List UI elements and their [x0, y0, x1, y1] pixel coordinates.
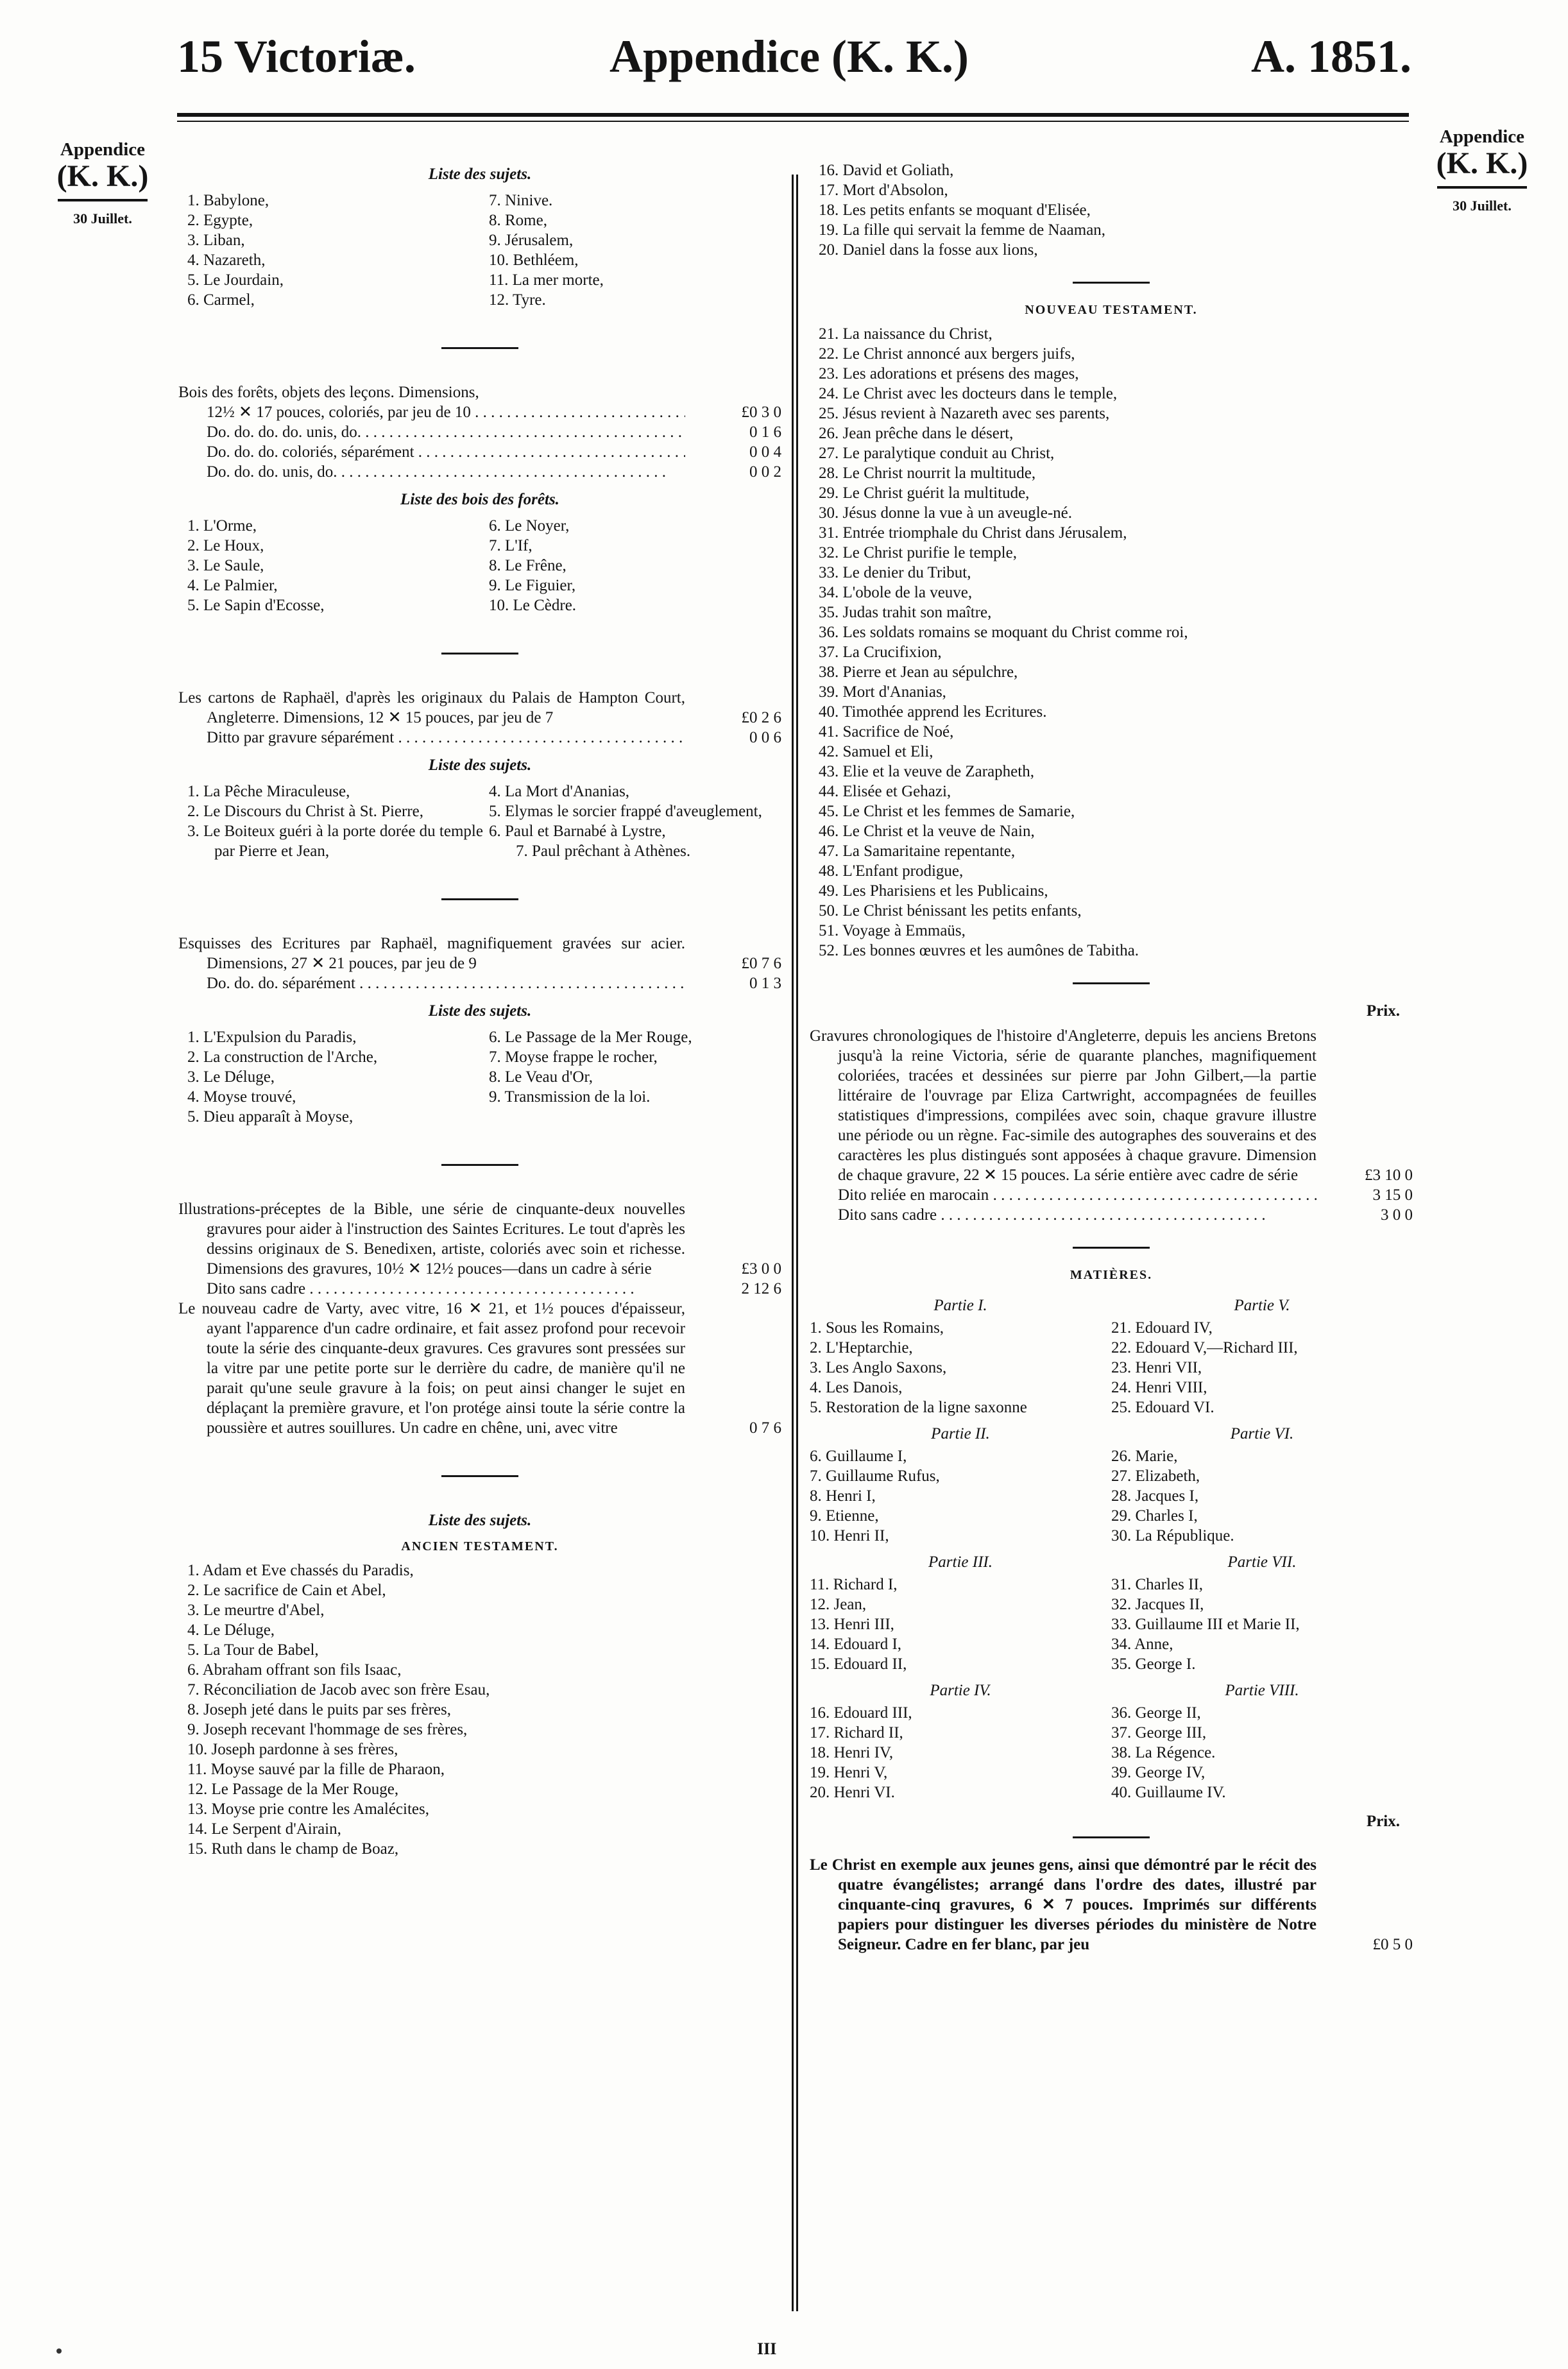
sujets-list	[187, 191, 781, 310]
cartons-list	[187, 782, 781, 861]
esquisses-entry	[178, 934, 781, 973]
cartons-text: Les cartons de Raphaël, d'après les originaux du Palais de Hampton Court, Angleterre. Dimensions, 12 ✕ 15 pouces, par jeu de 7	[178, 689, 685, 726]
list-item: 11. Moyse sauvé par la fille de Pharaon,	[187, 1761, 445, 1778]
list-item: 8. Le Frêne,	[489, 557, 567, 574]
list-item: 22. Le Christ annoncé aux bergers juifs,	[819, 345, 1075, 363]
list-item: 36. Les soldats romains se moquant du Christ comme roi,	[819, 624, 1188, 641]
gravures-ditto-row	[810, 1205, 1413, 1225]
section-divider	[1073, 282, 1150, 284]
price-value: 0 0 4	[749, 443, 781, 461]
list-item: 6. Paul et Barnabé à Lystre, 7. Paul prêchant à Athènes.	[489, 823, 691, 860]
list-item: 2. L'Heptarchie,	[810, 1339, 913, 1356]
list-item: 42. Samuel et Eli,	[819, 743, 933, 760]
list-item: 3. Liban,	[187, 232, 245, 249]
list-item: 19. Henri V,	[810, 1764, 888, 1781]
list-item: 9. Joseph recevant l'hommage de ses frères,	[187, 1721, 468, 1738]
list-item: 23. Les adorations et présens des mages,	[819, 365, 1079, 382]
prix-label: Prix.	[1366, 1002, 1400, 1020]
esquisses-list	[187, 1027, 781, 1127]
list-item: 46. Le Christ et la veuve de Nain,	[819, 823, 1035, 840]
list-item: 2. Egypte,	[187, 212, 253, 229]
matieres-column	[1111, 1674, 1413, 1802]
cartons-price: £0 2 6	[741, 709, 781, 726]
list-item: 3. Les Anglo Saxons,	[810, 1359, 947, 1376]
part-title: Partie III.	[928, 1553, 993, 1571]
list-item: 50. Le Christ bénissant les petits enfants,	[819, 902, 1082, 919]
list-item: 2. Le Discours du Christ à St. Pierre,	[187, 803, 424, 820]
section-divider	[441, 1475, 518, 1477]
list-item: 2. Le sacrifice de Cain et Abel,	[187, 1582, 386, 1599]
list-item: 13. Moyse prie contre les Amalécites,	[187, 1800, 429, 1818]
list-item: 22. Edouard V,—Richard III,	[1111, 1339, 1298, 1356]
list-item: 9. Le Figuier,	[489, 577, 576, 594]
left-column	[178, 160, 781, 1859]
section-divider	[1073, 1836, 1150, 1838]
list-item: 3. Le Boiteux guéri à la porte dorée du temple par Pierre et Jean,	[187, 823, 483, 860]
gravures-ditto-price: 3 0 0	[1381, 1206, 1413, 1224]
cartons-entry	[178, 688, 781, 728]
cartons-ditto-row	[178, 728, 781, 748]
list-item: 8. Joseph jeté dans le puits par ses frères,	[187, 1701, 451, 1718]
list-item: 8. Henri I,	[810, 1487, 876, 1505]
list-title: Liste des sujets.	[428, 757, 532, 774]
section-divider	[1073, 982, 1150, 984]
bois-price-rows	[178, 402, 781, 482]
list-item: 21. Edouard IV,	[1111, 1319, 1213, 1337]
list-item: 16. David et Goliath,	[819, 162, 954, 179]
christ-text: Le Christ en exemple aux jeunes gens, ainsi que démontré par le récit des quatre évangélistes; arrangé dans l'ordre des dates, illustré par cinquante-cinq gravures, 6 ✕ 7 pouces. Imprimés sur différents papiers pour distinguer les diverses périodes du ministère de Notre Seigneur. Cadre en fer blanc, par jeu	[810, 1856, 1317, 1953]
price-label: Do. do. do. unis, do. . . .	[207, 462, 685, 482]
speck	[56, 2348, 62, 2354]
matieres-column	[810, 1546, 1111, 1674]
header-rule-thick	[177, 113, 1409, 117]
list-item: 8. Le Veau d'Or,	[489, 1068, 593, 1086]
list-title: Liste des sujets.	[428, 166, 532, 183]
list-title: Liste des bois des forêts.	[400, 491, 559, 508]
section-divider	[441, 898, 518, 900]
list-item: 38. La Régence.	[1111, 1744, 1216, 1761]
list-item: 27. Elizabeth,	[1111, 1467, 1200, 1485]
gravures-ditto: Dito sans cadre . . .	[838, 1205, 1317, 1225]
matieres-column	[810, 1674, 1111, 1802]
list-item: 4. Nazareth,	[187, 252, 266, 269]
section-title: MATIÈRES.	[1069, 1268, 1153, 1282]
list-item: 25. Edouard VI.	[1111, 1399, 1214, 1416]
list-item: 40. Timothée apprend les Ecritures.	[819, 703, 1047, 721]
list-item: 44. Elisée et Gehazi,	[819, 783, 951, 800]
list-item: 39. George IV,	[1111, 1764, 1206, 1781]
list-item: 21. La naissance du Christ,	[819, 325, 993, 343]
christ-entry	[810, 1855, 1413, 1954]
list-item: 45. Le Christ et les femmes de Samarie,	[819, 803, 1075, 820]
header-center: Appendice (K. K.)	[609, 31, 969, 82]
list-item: 37. La Crucifixion,	[819, 644, 942, 661]
list-item: 14. Edouard I,	[810, 1636, 902, 1653]
matieres-column	[1111, 1289, 1413, 1417]
part-title: Partie VIII.	[1225, 1682, 1299, 1699]
section-divider	[441, 347, 518, 349]
list-item: 32. Jacques II,	[1111, 1596, 1204, 1613]
list-item: 33. Le denier du Tribut,	[819, 564, 971, 581]
list-item: 2. Le Houx,	[187, 537, 264, 554]
list-item: 11. Richard I,	[810, 1576, 898, 1593]
list-item: 29. Charles I,	[1111, 1507, 1198, 1525]
list-item: 29. Le Christ guérit la multitude,	[819, 484, 1030, 502]
price-row	[178, 402, 781, 422]
list-item: 35. Judas trahit son maître,	[819, 604, 992, 621]
list-item: 17. Richard II,	[810, 1724, 903, 1741]
section-divider	[441, 1164, 518, 1166]
list-item: 12. Le Passage de la Mer Rouge,	[187, 1781, 399, 1798]
list-item: 10. Bethléem,	[489, 252, 579, 269]
list-item: 24. Henri VIII,	[1111, 1379, 1207, 1396]
list-item: 6. Guillaume I,	[810, 1448, 907, 1465]
list-item: 35. George I.	[1111, 1655, 1196, 1673]
list-item: 5. Elymas le sorcier frappé d'aveuglement,	[489, 803, 762, 820]
list-item: 25. Jésus revient à Nazareth avec ses parents,	[819, 405, 1110, 422]
list-item: 30. La République.	[1111, 1527, 1234, 1544]
part-title: Partie I.	[933, 1297, 987, 1314]
column-divider	[796, 175, 798, 2311]
list-item: 4. Le Palmier,	[187, 577, 278, 594]
cadre-text: Le nouveau cadre de Varty, avec vitre, 16 ✕ 21, et 1½ pouces d'épaisseur, ayant l'apparence d'un cadre ordinaire, et fait assez profond pour recevoir toute la série des cinquante-deux gravures. Ces gravures sont pressées sur la vitre par une petite porte sur le derrière du cadre, de manière qu'il ne parait qu'une seule gravure à la fois; on peut ainsi changer le sujet en déplaçant la première gravure, et l'on protége ainsi toute la série contre la poussière et autres souillures. Un cadre en chêne, uni, avec vitre	[178, 1300, 685, 1437]
prix-label: Prix.	[1366, 1813, 1400, 1830]
list-item: 12. Tyre.	[489, 291, 546, 309]
list-item: 6. Le Noyer,	[489, 517, 570, 535]
margin-divider	[58, 199, 148, 201]
margin-date: 30 Juillet.	[73, 210, 132, 227]
list-item: 23. Henri VII,	[1111, 1359, 1202, 1376]
margin-code: (K. K.)	[1436, 146, 1528, 180]
section-title: NOUVEAU TESTAMENT.	[1025, 303, 1198, 317]
margin-note-right	[1418, 126, 1546, 214]
list-title: Liste des sujets.	[428, 1002, 532, 1020]
margin-code: (K. K.)	[56, 159, 149, 193]
list-item: 41. Sacrifice de Noé,	[819, 723, 954, 740]
list-item: 10. Joseph pardonne à ses frères,	[187, 1741, 398, 1758]
right-column	[810, 160, 1413, 1954]
esquisses-ditto: Do. do. do. séparément . . .	[207, 973, 685, 993]
list-item: 8. Rome,	[489, 212, 547, 229]
margin-title: Appendice	[1439, 126, 1525, 147]
list-item: 24. Le Christ avec les docteurs dans le temple,	[819, 385, 1118, 402]
matieres-column	[1111, 1417, 1413, 1546]
cartons-ditto: Ditto par gravure séparément . . .	[207, 728, 685, 748]
list-item: 34. Anne,	[1111, 1636, 1173, 1653]
list-item: 52. Les bonnes œuvres et les aumônes de Tabitha.	[819, 942, 1139, 959]
list-item: 31. Entrée triomphale du Christ dans Jérusalem,	[819, 524, 1127, 542]
matieres-group	[810, 1674, 1413, 1802]
list-item: 36. George II,	[1111, 1704, 1201, 1722]
list-item: 11. La mer morte,	[489, 271, 604, 289]
list-item: 4. Les Danois,	[810, 1379, 903, 1396]
list-item: 28. Jacques I,	[1111, 1487, 1199, 1505]
margin-title: Appendice	[60, 139, 146, 160]
ancien-testament-list-cont	[810, 160, 1413, 260]
list-item: 43. Elie et la veuve de Zarapheth,	[819, 763, 1034, 780]
list-item: 18. Les petits enfants se moquant d'Elisée,	[819, 201, 1091, 219]
list-item: 1. L'Expulsion du Paradis,	[187, 1029, 357, 1046]
column-divider	[792, 175, 794, 2311]
list-item: 4. Moyse trouvé,	[187, 1088, 296, 1106]
bois-intro: Bois des forêts, objets des leçons. Dimensions,	[178, 384, 479, 401]
list-item: 3. Le Saule,	[187, 557, 264, 574]
list-item: 5. Le Sapin d'Ecosse,	[187, 597, 325, 614]
list-item: 6. Abraham offrant son fils Isaac,	[187, 1661, 402, 1679]
margin-date: 30 Juillet.	[1453, 198, 1512, 214]
price-row	[178, 422, 781, 442]
margin-note-left	[38, 139, 167, 227]
price-row	[178, 462, 781, 482]
price-value: £0 3 0	[741, 404, 781, 421]
esquisses-ditto-row	[178, 973, 781, 993]
list-item: 7. Réconciliation de Jacob avec son frère Esau,	[187, 1681, 490, 1698]
price-value: 0 0 2	[749, 463, 781, 481]
page-number: III	[757, 2339, 777, 2358]
list-item: 3. Le meurtre d'Abel,	[187, 1602, 325, 1619]
nouveau-testament-list	[810, 324, 1413, 961]
list-item: 15. Edouard II,	[810, 1655, 907, 1673]
price-label: 12½ ✕ 17 pouces, coloriés, par jeu de 10 . . .	[207, 402, 685, 422]
part-title: Partie II.	[931, 1425, 990, 1442]
list-item: 40. Guillaume IV.	[1111, 1784, 1226, 1801]
gravures-text: Gravures chronologiques de l'histoire d'Angleterre, depuis les anciens Bretons jusqu'à la reine Victoria, série de quarante planches, magnifiquement coloriées, tracées et dessinées sur pierre par John Gilbert,—la partie littéraire de l'ouvrage par Eliza Cartwright, accompagnées de feuilles statistiques d'impressions, compilées avec soin, chaque gravure illustre une période ou un règne. Fac-simile des autographes des souverains et des caractères les plus distingués sont apposées à chaque gravure. Dimension de chaque gravure, 22 ✕ 15 pouces. La série entière avec cadre de série	[810, 1027, 1317, 1184]
illustrations-price: £3 0 0	[741, 1260, 781, 1278]
esquisses-price: £0 7 6	[741, 955, 781, 972]
list-item: 51. Voyage à Emmaüs,	[819, 922, 966, 939]
list-item: 5. Restoration de la ligne saxonne	[810, 1399, 1027, 1416]
matieres-group	[810, 1546, 1413, 1674]
cartons-ditto-price: 0 0 6	[749, 729, 781, 746]
list-item: 38. Pierre et Jean au sépulchre,	[819, 663, 1018, 681]
bois-list	[187, 516, 781, 615]
list-item: 20. Henri VI.	[810, 1784, 895, 1801]
matieres-group	[810, 1417, 1413, 1546]
list-item: 30. Jésus donne la vue à un aveugle-né.	[819, 504, 1073, 522]
list-item: 10. Henri II,	[810, 1527, 889, 1544]
list-item: 14. Le Serpent d'Airain,	[187, 1820, 341, 1838]
list-item: 28. Le Christ nourrit la multitude,	[819, 465, 1036, 482]
cadre-price: 0 7 6	[749, 1419, 781, 1437]
list-item: 9. Transmission de la loi.	[489, 1088, 651, 1106]
list-item: 34. L'obole de la veuve,	[819, 584, 973, 601]
gravures-ditto-price: 3 15 0	[1372, 1186, 1413, 1204]
list-item: 37. George III,	[1111, 1724, 1207, 1741]
list-item	[489, 1107, 790, 1127]
part-title: Partie VI.	[1230, 1425, 1294, 1442]
list-item: 18. Henri IV,	[810, 1744, 894, 1761]
list-item: 27. Le paralytique conduit au Christ,	[819, 445, 1055, 462]
list-item: 17. Mort d'Absolon,	[819, 182, 948, 199]
list-item: 49. Les Pharisiens et les Publicains,	[819, 882, 1048, 900]
list-item: 39. Mort d'Ananias,	[819, 683, 946, 701]
section-title: ANCIEN TESTAMENT.	[401, 1539, 559, 1553]
list-item: 1. Adam et Eve chassés du Paradis,	[187, 1562, 414, 1579]
list-item: 13. Henri III,	[810, 1616, 894, 1633]
list-item: 47. La Samaritaine repentante,	[819, 842, 1016, 860]
list-item: 16. Edouard III,	[810, 1704, 912, 1722]
list-title: Liste des sujets.	[428, 1512, 532, 1529]
section-divider	[1073, 1247, 1150, 1249]
gravures-entry	[810, 1026, 1413, 1185]
list-item: 33. Guillaume III et Marie II,	[1111, 1616, 1300, 1633]
list-item: 26. Jean prêche dans le désert,	[819, 425, 1014, 442]
price-label: Do. do. do. coloriés, séparément . . .	[207, 442, 685, 462]
list-item: 7. Ninive.	[489, 192, 553, 209]
list-item: 7. Moyse frappe le rocher,	[489, 1048, 658, 1066]
price-label: Do. do. do. do. unis, do. . . .	[207, 422, 685, 442]
part-title: Partie IV.	[930, 1682, 991, 1699]
matieres-column	[1111, 1546, 1413, 1674]
list-item: 32. Le Christ purifie le temple,	[819, 544, 1017, 561]
gravures-ditto: Dito reliée en marocain . . .	[838, 1185, 1317, 1205]
illustrations-text: Illustrations-préceptes de la Bible, une série de cinquante-deux nouvelles gravures pour aider à l'instruction des Saintes Ecritures. Le tout d'après les dessins originaux de S. Benedixen, artiste, coloriés avec soin et richesse. Dimensions des gravures, 10½ ✕ 12½ pouces—dans un cadre à série	[178, 1201, 685, 1278]
part-title: Partie VII.	[1227, 1553, 1297, 1571]
list-item: 5. La Tour de Babel,	[187, 1641, 319, 1659]
illustrations-entry	[178, 1199, 781, 1279]
header-right: A. 1851.	[1251, 31, 1411, 82]
list-item: 4. La Mort d'Ananias,	[489, 783, 630, 800]
list-item: 48. L'Enfant prodigue,	[819, 862, 964, 880]
list-item: 15. Ruth dans le champ de Boaz,	[187, 1840, 399, 1858]
esquisses-text: Esquisses des Ecritures par Raphaël, magnifiquement gravées sur acier. Dimensions, 27 ✕ 21 pouces, par jeu de 9	[178, 935, 685, 972]
illustrations-ditto: Dito sans cadre . . .	[207, 1279, 685, 1299]
price-row	[178, 442, 781, 462]
list-item: 1. Babylone,	[187, 192, 269, 209]
ancien-testament-list	[178, 1561, 781, 1859]
list-item: 1. Sous les Romains,	[810, 1319, 944, 1337]
cadre-entry	[178, 1299, 781, 1438]
part-title: Partie V.	[1234, 1297, 1290, 1314]
list-item: 1. La Pêche Miraculeuse,	[187, 783, 350, 800]
matieres-column	[810, 1417, 1111, 1546]
list-item: 2. La construction de l'Arche,	[187, 1048, 378, 1066]
list-item: 12. Jean,	[810, 1596, 867, 1613]
list-item: 5. Le Jourdain,	[187, 271, 284, 289]
matieres-group	[810, 1289, 1413, 1417]
section-divider	[441, 653, 518, 654]
header-rule-thin	[177, 121, 1409, 122]
list-item: 26. Marie,	[1111, 1448, 1178, 1465]
christ-price: £0 5 0	[1372, 1936, 1413, 1953]
list-item: 5. Dieu apparaît à Moyse,	[187, 1108, 354, 1125]
illustrations-ditto-price: 2 12 6	[741, 1280, 781, 1297]
list-item: 9. Etienne,	[810, 1507, 879, 1525]
price-value: 0 1 6	[749, 423, 781, 441]
list-item: 6. Le Passage de la Mer Rouge,	[489, 1029, 692, 1046]
illustrations-ditto-row	[178, 1279, 781, 1299]
list-item: 9. Jérusalem,	[489, 232, 574, 249]
list-item: 6. Carmel,	[187, 291, 255, 309]
list-item: 20. Daniel dans la fosse aux lions,	[819, 241, 1038, 259]
margin-divider	[1437, 186, 1527, 189]
list-item: 7. L'If,	[489, 537, 533, 554]
list-item: 1. L'Orme,	[187, 517, 257, 535]
header-left: 15 Victoriæ.	[177, 31, 416, 82]
matieres-column	[810, 1289, 1111, 1417]
esquisses-ditto-price: 0 1 3	[749, 975, 781, 992]
list-item: 31. Charles II,	[1111, 1576, 1204, 1593]
list-item: 4. Le Déluge,	[187, 1621, 275, 1639]
gravures-ditto-row	[810, 1185, 1413, 1205]
list-item: 10. Le Cèdre.	[489, 597, 577, 614]
matieres-groups	[810, 1289, 1413, 1802]
gravures-price: £3 10 0	[1365, 1167, 1413, 1184]
list-item: 3. Le Déluge,	[187, 1068, 275, 1086]
list-item: 19. La fille qui servait la femme de Naaman,	[819, 221, 1106, 239]
list-item: 7. Guillaume Rufus,	[810, 1467, 940, 1485]
